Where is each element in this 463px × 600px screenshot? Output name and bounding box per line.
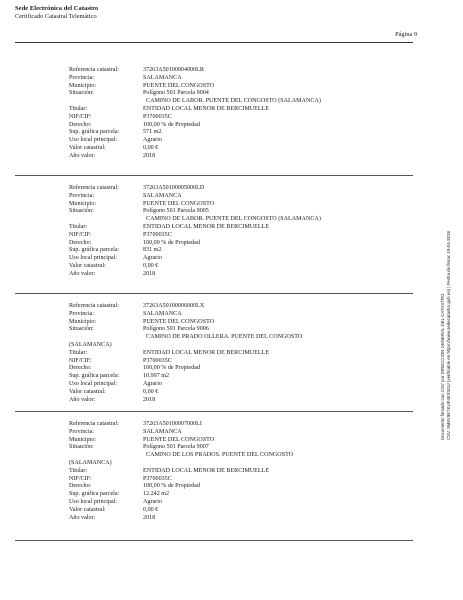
field-value: Polígono 501 Parcela 9007	[143, 444, 209, 451]
field-value: ENTIDAD LOCAL MENOR DE BERCIMUELLE	[143, 223, 270, 230]
field-label: Uso local principal:	[69, 380, 118, 387]
field-label: Derecho:	[69, 121, 92, 128]
field-label: Año valor:	[69, 270, 96, 277]
field-label: Año valor:	[69, 396, 96, 403]
field-value: PUENTE DEL CONGOSTO	[143, 436, 215, 443]
record-field-row	[69, 358, 415, 366]
field-value: P3700035C	[143, 231, 172, 238]
field-label: Provincia:	[69, 192, 95, 199]
cadastral-record	[69, 185, 415, 279]
record-field-row	[69, 515, 415, 523]
field-value: Agrario	[143, 137, 162, 144]
field-label: Sup. gráfica parcela:	[69, 373, 120, 380]
record-field-row	[69, 106, 415, 114]
record-field-row	[69, 224, 415, 232]
field-label: Uso local principal:	[69, 137, 118, 144]
field-value: PUENTE DEL CONGOSTO	[143, 318, 215, 325]
cadastral-record	[69, 303, 415, 404]
record-field-row	[69, 476, 415, 484]
field-value: 10.997 m2	[143, 373, 170, 380]
field-value: 0,00 €	[143, 262, 159, 269]
record-field-row	[69, 311, 415, 319]
record-field-row	[69, 483, 415, 491]
record-field-row	[69, 232, 415, 240]
field-value: Polígono 501 Parcela 9005	[143, 208, 209, 215]
field-value: Agrario	[143, 380, 162, 387]
field-label: Uso local principal:	[69, 498, 118, 505]
field-label: NIF/CIF:	[69, 113, 92, 120]
record-field-row	[69, 75, 415, 83]
field-label: Municipio:	[69, 436, 97, 443]
record-field-row	[69, 319, 415, 327]
record-field-row	[69, 153, 415, 161]
record-field-row	[69, 137, 415, 145]
record-field-row	[69, 350, 415, 358]
record-field-row	[69, 365, 415, 373]
record-field-row	[69, 67, 415, 75]
field-value: 0,00 €	[143, 388, 159, 395]
field-value: PUENTE DEL CONGOSTO	[143, 200, 215, 207]
document-subtitle: Certificado Catastral Telemático	[15, 13, 97, 20]
field-label: Valor catastral:	[69, 262, 106, 269]
record-field-row	[69, 421, 415, 429]
record-field-row	[69, 429, 415, 437]
field-value: 100,00 % de Propiedad	[143, 365, 200, 372]
record-field-row	[69, 201, 415, 209]
record-field-row	[69, 263, 415, 271]
field-label: Provincia:	[69, 428, 95, 435]
field-label: NIF/CIF:	[69, 475, 92, 482]
record-field-row	[69, 468, 415, 476]
record-divider	[15, 411, 413, 412]
field-value: 100,00 % de Propiedad	[143, 483, 200, 490]
record-divider	[15, 293, 413, 294]
record-field-row	[69, 397, 415, 405]
field-value: Agrario	[143, 255, 162, 262]
field-label: Municipio:	[69, 82, 97, 89]
field-label: Valor catastral:	[69, 388, 106, 395]
field-value: 0,00 €	[143, 144, 159, 151]
field-value: 2018	[143, 270, 156, 277]
field-value: SALAMANCA	[143, 74, 182, 81]
record-field-row	[69, 185, 415, 193]
record-field-row	[69, 303, 415, 311]
field-label: (SALAMANCA)	[69, 341, 112, 348]
record-field-row	[69, 193, 415, 201]
record-field-row	[69, 389, 415, 397]
record-field-row	[69, 334, 415, 342]
record-field-row	[69, 499, 415, 507]
field-label: Municipio:	[69, 200, 97, 207]
field-label: Referencia catastral:	[69, 67, 119, 73]
field-label: Provincia:	[69, 310, 95, 317]
field-value: 37263A50100007000LI	[143, 421, 202, 427]
field-label: NIF/CIF:	[69, 231, 92, 238]
field-value: SALAMANCA	[143, 310, 182, 317]
record-field-row	[69, 255, 415, 263]
field-value: 37263A50100005000LD	[143, 185, 205, 191]
field-label: Uso local principal:	[69, 255, 118, 262]
field-label: Situación:	[69, 444, 94, 451]
field-value: SALAMANCA	[143, 428, 182, 435]
page-number: Página 9	[395, 31, 417, 38]
field-label: Situación:	[69, 90, 94, 97]
field-value: 12.242 m2	[143, 491, 170, 498]
record-field-row	[69, 507, 415, 515]
field-label: Derecho:	[69, 365, 92, 372]
record-field-row	[69, 114, 415, 122]
field-label: Referencia catastral:	[69, 185, 119, 191]
field-label: Municipio:	[69, 318, 97, 325]
record-field-row	[69, 247, 415, 255]
record-field-row	[69, 373, 415, 381]
field-value: 37263A50100004000LR	[143, 67, 204, 73]
field-label: Situación:	[69, 208, 94, 215]
header-divider	[15, 42, 413, 43]
record-field-row	[69, 444, 415, 452]
field-value: PUENTE DEL CONGOSTO	[143, 82, 215, 89]
field-value: 37263A50100006000LX	[143, 303, 205, 309]
field-value: ENTIDAD LOCAL MENOR DE BERCIMUELLE	[143, 349, 270, 356]
record-divider	[15, 540, 413, 541]
field-value: CAMINO DE LOS PRADOS. PUENTE DEL CONGOSTO	[146, 452, 294, 459]
field-label: Titular:	[69, 349, 88, 356]
field-label: Derecho:	[69, 483, 92, 490]
field-value: 100,00 % de Propiedad	[143, 239, 200, 246]
field-label: Año valor:	[69, 152, 96, 159]
record-field-row	[69, 216, 415, 224]
field-value: P3700035C	[143, 113, 172, 120]
record-field-row	[69, 122, 415, 130]
field-label: NIF/CIF:	[69, 357, 92, 364]
field-label: Derecho:	[69, 239, 92, 246]
field-value: ENTIDAD LOCAL MENOR DE BERCIMUELLE	[143, 105, 270, 112]
side-note-line-1: Documento firmado con CSV por DIRECCION GENERAL DEL CATASTRO	[440, 293, 445, 440]
field-value: P3700035C	[143, 475, 172, 482]
field-label: Titular:	[69, 467, 88, 474]
field-value: Agrario	[143, 498, 162, 505]
side-note-line-2: CSV: 9M6V9E7KUF4EX3GU (verificable en https://www.sedecatastro.gob.es) | Fecha de firma: 19-04-2018	[446, 231, 451, 440]
field-label: Titular:	[69, 105, 88, 112]
field-value: Polígono 501 Parcela 9006	[143, 326, 209, 333]
field-value: 831 m2	[143, 247, 162, 254]
field-value: Polígono 501 Parcela 9004	[143, 90, 209, 97]
field-value: CAMINO DE LABOR. PUENTE DEL CONGOSTO (SALAMANCA)	[146, 216, 321, 223]
field-label: Año valor:	[69, 514, 96, 521]
field-label: Valor catastral:	[69, 506, 106, 513]
cadastral-record	[69, 421, 415, 522]
record-field-row	[69, 240, 415, 248]
field-label: Sup. gráfica parcela:	[69, 491, 120, 498]
record-field-row	[69, 437, 415, 445]
cadastral-record	[69, 67, 415, 161]
record-field-row	[69, 145, 415, 153]
record-field-row	[69, 452, 415, 460]
field-label: (SALAMANCA)	[69, 459, 112, 466]
field-value: 571 m2	[143, 129, 162, 136]
record-field-row	[69, 83, 415, 91]
field-label: Valor catastral:	[69, 144, 106, 151]
field-label: Referencia catastral:	[69, 421, 119, 427]
field-value: 2018	[143, 396, 156, 403]
record-field-row	[69, 491, 415, 499]
field-value: CAMINO DE LABOR. PUENTE DEL CONGOSTO (SALAMANCA)	[146, 98, 321, 105]
field-value: 2018	[143, 152, 156, 159]
field-value: CAMINO DE PRADO OLLERA. PUENTE DEL CONGOSTO	[146, 334, 303, 341]
record-field-row	[69, 271, 415, 279]
field-value: P3700035C	[143, 357, 172, 364]
signature-side-note	[440, 140, 463, 440]
field-value: SALAMANCA	[143, 192, 182, 199]
field-label: Sup. gráfica parcela:	[69, 247, 120, 254]
record-field-row	[69, 381, 415, 389]
field-label: Titular:	[69, 223, 88, 230]
record-field-row	[69, 326, 415, 334]
field-value: 100,00 % de Propiedad	[143, 121, 200, 128]
record-field-row	[69, 342, 415, 350]
field-value: 0,00 €	[143, 506, 159, 513]
field-value: ENTIDAD LOCAL MENOR DE BERCIMUELLE	[143, 467, 270, 474]
field-value: 2018	[143, 514, 156, 521]
field-label: Situación:	[69, 326, 94, 333]
field-label: Referencia catastral:	[69, 303, 119, 309]
field-label: Sup. gráfica parcela:	[69, 129, 120, 136]
record-field-row	[69, 460, 415, 468]
page-header	[15, 5, 98, 21]
field-label: Provincia:	[69, 74, 95, 81]
record-field-row	[69, 98, 415, 106]
record-divider	[15, 175, 413, 176]
organization-name: Sede Electrónica del Catastro	[15, 5, 99, 12]
record-field-row	[69, 129, 415, 137]
